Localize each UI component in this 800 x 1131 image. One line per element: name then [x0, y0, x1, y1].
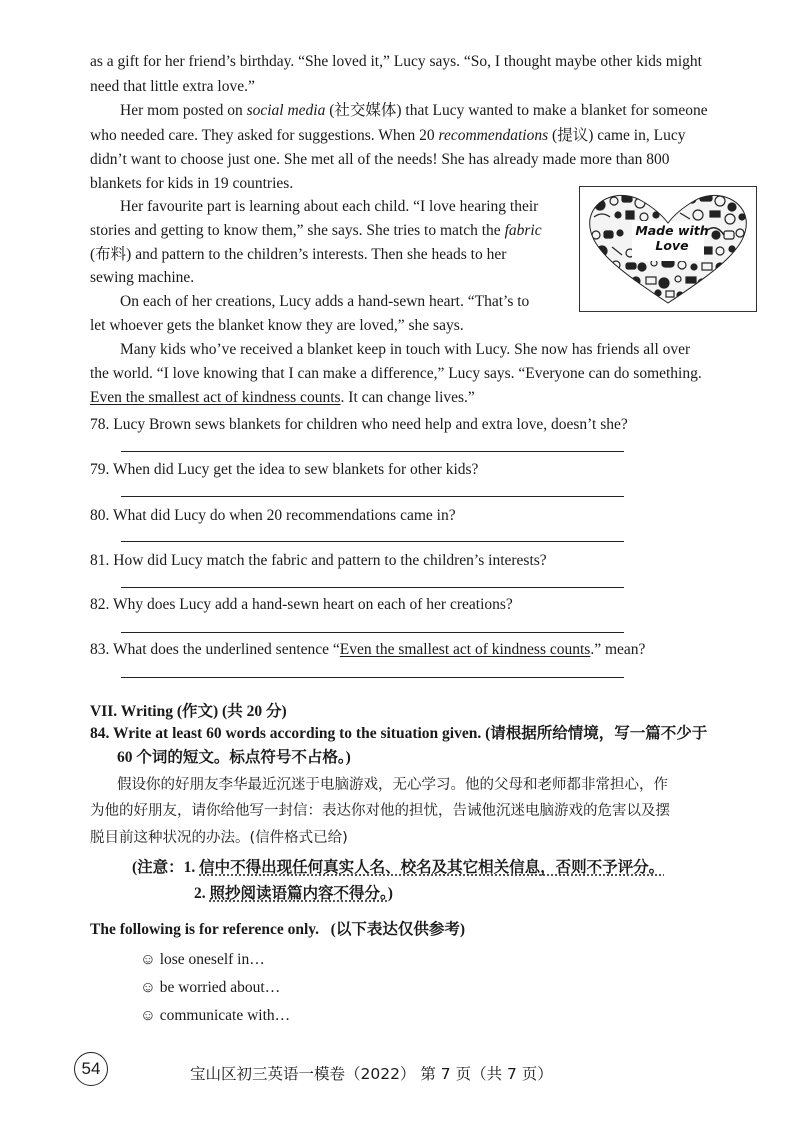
answer-line-81[interactable]: [121, 587, 624, 588]
writing-note-2: 2. 照抄阅读语篇内容不得分。): [194, 885, 393, 902]
made-with-love-figure: [579, 186, 757, 312]
passage-line: stories and getting to know them,” she says. She tries to match the fabric: [90, 222, 542, 239]
writing-prompt-line: 为他的好朋友，请你给他写一封信：表达你对他的担忧，告诫他沉迷电脑游戏的危害以及摆: [90, 803, 670, 819]
answer-line-79[interactable]: [121, 496, 624, 497]
question-81: 81. How did Lucy match the fabric and pattern to the children’s interests?: [90, 552, 547, 569]
passage-line: as a gift for her friend’s birthday. “She loved it,” Lucy says. “So, I thought maybe other kids might: [90, 53, 702, 70]
answer-line-82[interactable]: [121, 632, 624, 633]
passage-line: Her favourite part is learning about each child. “I love hearing their: [120, 198, 539, 215]
passage-line: didn’t want to choose just one. She met all of the needs! She has already made more than 800: [90, 151, 670, 168]
underlined-sentence: Even the smallest act of kindness counts: [90, 389, 341, 406]
passage-line: Her mom posted on social media (社交媒体) that Lucy wanted to make a blanket for someone: [120, 102, 708, 119]
question-82: 82. Why does Lucy add a hand-sewn heart on each of her creations?: [90, 596, 513, 613]
answer-line-83[interactable]: [121, 677, 624, 678]
figure-caption: Made with Love: [635, 223, 709, 253]
passage-line: the world. “I love knowing that I can make a difference,” Lucy says. “Everyone can do something.: [90, 365, 702, 382]
writing-task-line2: 60 个词的短文。标点符号不占格。): [117, 749, 351, 766]
question-78: 78. Lucy Brown sews blankets for children who need help and extra love, doesn’t she?: [90, 416, 628, 433]
writing-note-1: (注意：1. 信中不得出现任何真实人名、校名及其它相关信息，否则不予评分。: [132, 859, 665, 876]
question-83: 83. What does the underlined sentence “Even the smallest act of kindness counts.” mean?: [90, 641, 646, 658]
reference-item: ☺ communicate with…: [140, 1007, 291, 1024]
passage-line: On each of her creations, Lucy adds a hand-sewn heart. “That’s to: [120, 293, 530, 310]
writing-prompt-line: 假设你的好朋友李华最近沉迷于电脑游戏，无心学习。他的父母和老师都非常担心，作: [117, 777, 668, 793]
writing-prompt-line: 脱目前这种状况的办法。(信件格式已给): [90, 830, 348, 846]
answer-line-78[interactable]: [121, 451, 624, 452]
footer-text: 宝山区初三英语一模卷（2022） 第 7 页（共 7 页）: [190, 1065, 553, 1083]
answer-line-80[interactable]: [121, 541, 624, 542]
page-badge: 54: [74, 1052, 108, 1086]
passage-line: Many kids who’ve received a blanket keep in touch with Lucy. She now has friends all over: [120, 341, 691, 358]
writing-heading: VII. Writing (作文) (共 20 分): [90, 703, 287, 720]
reference-item: ☺ lose oneself in…: [140, 951, 265, 968]
reference-item: ☺ be worried about…: [140, 979, 281, 996]
passage-line: need that little extra love.”: [90, 78, 255, 95]
passage-line: Even the smallest act of kindness counts. It can change lives.”: [90, 389, 475, 406]
reference-heading: The following is for reference only. (以下表达仅供参考): [90, 921, 465, 938]
question-80: 80. What did Lucy do when 20 recommendations came in?: [90, 507, 456, 524]
passage-line: let whoever gets the blanket know they are loved,” she says.: [90, 317, 464, 334]
passage-line: blankets for kids in 19 countries.: [90, 175, 294, 192]
passage-line: (布料) and pattern to the children’s interests. Then she heads to her: [90, 246, 507, 263]
question-79: 79. When did Lucy get the idea to sew blankets for other kids?: [90, 461, 479, 478]
passage-line: who needed care. They asked for suggestions. When 20 recommendations (提议) came in, Lucy: [90, 127, 686, 144]
passage-line: sewing machine.: [90, 269, 195, 286]
writing-task-line1: 84. Write at least 60 words according to the situation given. (请根据所给情境，写一篇不少于: [90, 725, 708, 742]
